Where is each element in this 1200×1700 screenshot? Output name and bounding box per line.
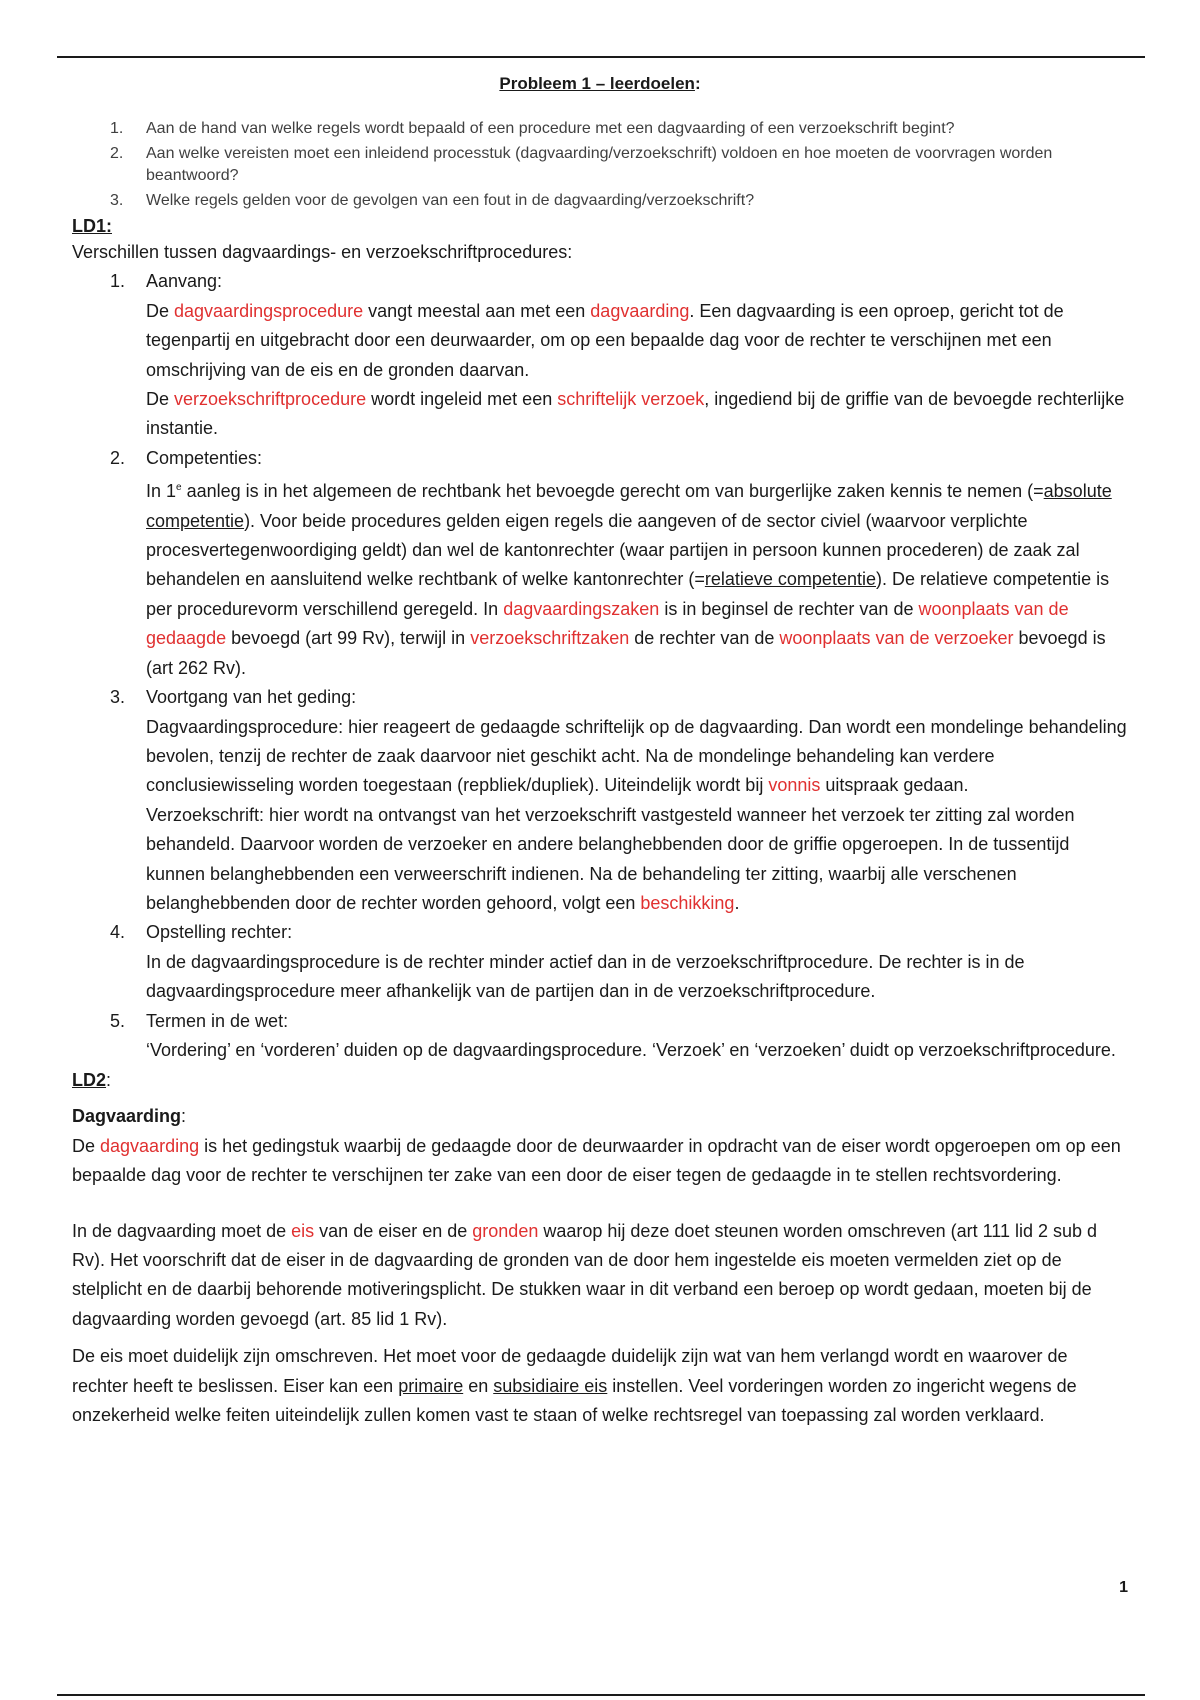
paragraph: In de dagvaarding moet de eis van de eiser en de gronden waarop hij deze doet steunen worden omschreven (art 111 lid 2 sub d Rv). Het voorschrift dat de eiser in de dagvaarding de gronden van de door hem ingestelde eis moeten vermelden ziet op de stelplicht en de daarbij behorende motiveringsplicht. De stukken waar in dit verband een beroep op wordt gedaan, moeten bij de dagvaarding worden gevoegd (art. 85 lid 1 Rv). xyxy=(72,1220,1098,1329)
list-item: 1. Aan de hand van welke regels wordt bepaald of een procedure met een dagvaarding of een verzoekschrift begint? xyxy=(110,120,955,137)
paragraph: Dagvaardingsprocedure: hier reageert de gedaagde schriftelijk op de dagvaarding. Dan wordt een mondelinge behandeling bevolen, tenzij de rechter de zaak daarvoor niet geschikt acht. Na de mondelinge behandeling kan verdere conclusiewisseling worden toegestaan (repbliek/dupliek). Uiteindelijk wordt bij vonnis uitspraak gedaan. xyxy=(146,716,1127,796)
section-voortgang: 3. Voortgang van het geding: Dagvaardingsprocedure: hier reageert de gedaagde schriftelijk op de dagvaarding. Dan wordt een mondelinge behandeling bevolen, tenzij de rechter de zaak daarvoor niet geschikt acht. Na de mondelinge behandeling kan verdere conclusiewisseling worden toegestaan (repbliek/dupliek). Uiteindelijk wordt bij vonnis uitspraak gedaan. Verzoekschrift: hier wordt na ontvangst van het verzoekschrift vastgesteld wanneer het verzoek ter zitting zal worden behandeld. Daarvoor worden de verzoeker en andere belanghebbenden door de griffie opgeroepen. In de tussentijd kunnen belanghebbenden een verweerschrift indienen. Na de behandeling ter zitting, waarbij alle verschenen belanghebbenden door de rechter worden gehoord, volgt een beschikking. xyxy=(72,683,1128,918)
paragraph: De eis moet duidelijk zijn omschreven. Het moet voor de gedaagde duidelijk zijn wat van hem verlangd wordt en waarover de rechter heeft te beslissen. Eiser kan een primaire en subsidiaire eis instellen. Veel vorderingen worden zo ingericht wegens de onzekerheid welke feiten uiteindelijk zullen komen vast te staan of welke rechtsregel van toepassing zal worden verklaard. xyxy=(72,1346,1077,1426)
section-label: Competenties: xyxy=(146,447,263,468)
section-label: Opstelling rechter: xyxy=(146,922,293,943)
learning-goals-list xyxy=(72,118,1128,212)
document-title: Probleem 1 – leerdoelen: xyxy=(499,74,701,93)
header-rule xyxy=(57,56,1145,58)
list-item: 3. Welke regels gelden voor de gevolgen van een fout in de dagvaarding/verzoekschrift? xyxy=(110,192,755,209)
ld1-heading: LD1: xyxy=(72,216,112,236)
section-competenties: 2. Competenties: In 1e aanleg is in het algemeen de rechtbank het bevoegde gerecht om van burgerlijke zaken kennis te nemen (=absolute competentie). Voor beide procedures gelden eigen regels die aangeven of de sector civiel (waarvoor verplichte procesvertegenwoordiging geldt) dan wel de kantonrechter (waar partijen in persoon kunnen procederen) de zaak zal behandelen en aansluitend welke rechtbank of welke kantonrechter (=relatieve competentie). De relatieve competentie is per procedurevorm verschillend geregeld. In dagvaardingszaken is in beginsel de rechter van de woonplaats van de gedaagde bevoegd (art 99 Rv), terwijl in verzoekschriftzaken de rechter van de woonplaats van de verzoeker bevoegd is (art 262 Rv). xyxy=(72,444,1128,683)
paragraph: In 1e aanleg is in het algemeen de rechtbank het bevoegde gerecht om van burgerlijke zaken kennis te nemen (=absolute competentie). Voor beide procedures gelden eigen regels die aangeven of de sector civiel (waarvoor verplichte procesvertegenwoordiging geldt) dan wel de kantonrechter (waar partijen in persoon kunnen procederen) de zaak zal behandelen en aansluitend welke rechtbank of welke kantonrechter (=relatieve competentie). De relatieve competentie is per procedurevorm verschillend geregeld. In dagvaardingszaken is in beginsel de rechter van de woonplaats van de gedaagde bevoegd (art 99 Rv), terwijl in verzoekschriftzaken de rechter van de woonplaats van de verzoeker bevoegd is (art 262 Rv). xyxy=(146,481,1112,678)
ld2-heading: LD2: xyxy=(72,1070,112,1091)
paragraph: De dagvaarding is het gedingstuk waarbij de gedaagde door de deurwaarder in opdracht van de eiser wordt opgeroepen om op een bepaalde dag voor de rechter te verschijnen ter zake van een door de eiser tegen de gedaagde in te stellen rechtsvordering. xyxy=(72,1135,1121,1186)
dagvaarding-heading: Dagvaarding: xyxy=(72,1106,187,1127)
section-termen: 5. Termen in de wet: ‘Vordering’ en ‘vorderen’ duiden op de dagvaardingsprocedure. ‘Verzoek’ en ‘verzoeken’ duidt op verzoekschriftprocedure. xyxy=(72,1007,1128,1066)
section-label: Voortgang van het geding: xyxy=(146,687,357,708)
list-item: 2. Aan welke vereisten moet een inleidend processtuk (dagvaarding/verzoekschrift) voldoen en hoe moeten de voorvragen worden beantwoord? xyxy=(110,145,1053,184)
paragraph: ‘Vordering’ en ‘vorderen’ duiden op de dagvaardingsprocedure. ‘Verzoek’ en ‘verzoeken’ duidt op verzoekschriftprocedure. xyxy=(146,1039,1116,1060)
section-label: Termen in de wet: xyxy=(146,1010,289,1031)
document-page xyxy=(72,68,1128,1430)
ld1-intro: Verschillen tussen dagvaardings- en verzoekschriftprocedures: xyxy=(72,242,573,262)
section-label: Aanvang: xyxy=(146,271,223,292)
ld2-section xyxy=(72,1069,1128,1430)
section-aanvang: 1. Aanvang: De dagvaardingsprocedure vangt meestal aan met een dagvaarding. Een dagvaarding is een oproep, gericht tot de tegenpartij en uitgebracht door een deurwaarder, om op een bepaalde dag voor de rechter te verschijnen met een omschrijving van de eis en de gronden daarvan. De verzoekschriftprocedure wordt ingeleid met een schriftelijk verzoek, ingediend bij de griffie van de bevoegde rechterlijke instantie. xyxy=(72,267,1128,443)
page-number: 1 xyxy=(1119,1579,1128,1596)
paragraph: In de dagvaardingsprocedure is de rechter minder actief dan in de verzoekschriftprocedure. De rechter is in de dagvaardingsprocedure meer afhankelijk van de partijen dan in de verzoekschriftprocedure. xyxy=(146,951,1025,1002)
section-opstelling: 4. Opstelling rechter: In de dagvaardingsprocedure is de rechter minder actief dan in de verzoekschriftprocedure. De rechter is in de dagvaardingsprocedure meer afhankelijk van de partijen dan in de verzoekschriftprocedure. xyxy=(72,918,1128,1006)
ld1-section xyxy=(72,215,1128,1065)
paragraph: Verzoekschrift: hier wordt na ontvangst van het verzoekschrift vastgesteld wanneer het verzoek ter zitting zal worden behandeld. Daarvoor worden de verzoeker en andere belanghebbenden door de griffie opgeroepen. In de tussentijd kunnen belanghebbenden een verweerschrift indienen. Na de behandeling ter zitting, waarbij alle verschenen belanghebbenden door de rechter worden gehoord, volgt een beschikking. xyxy=(146,804,1075,913)
paragraph: De dagvaardingsprocedure vangt meestal aan met een dagvaarding. Een dagvaarding is een oproep, gericht tot de tegenpartij en uitgebracht door een deurwaarder, om op een bepaalde dag voor de rechter te verschijnen met een omschrijving van de eis en de gronden daarvan. xyxy=(146,300,1064,380)
footer-rule xyxy=(57,1694,1145,1696)
paragraph: De verzoekschriftprocedure wordt ingeleid met een schriftelijk verzoek, ingediend bij de griffie van de bevoegde rechterlijke instantie. xyxy=(146,389,1125,439)
